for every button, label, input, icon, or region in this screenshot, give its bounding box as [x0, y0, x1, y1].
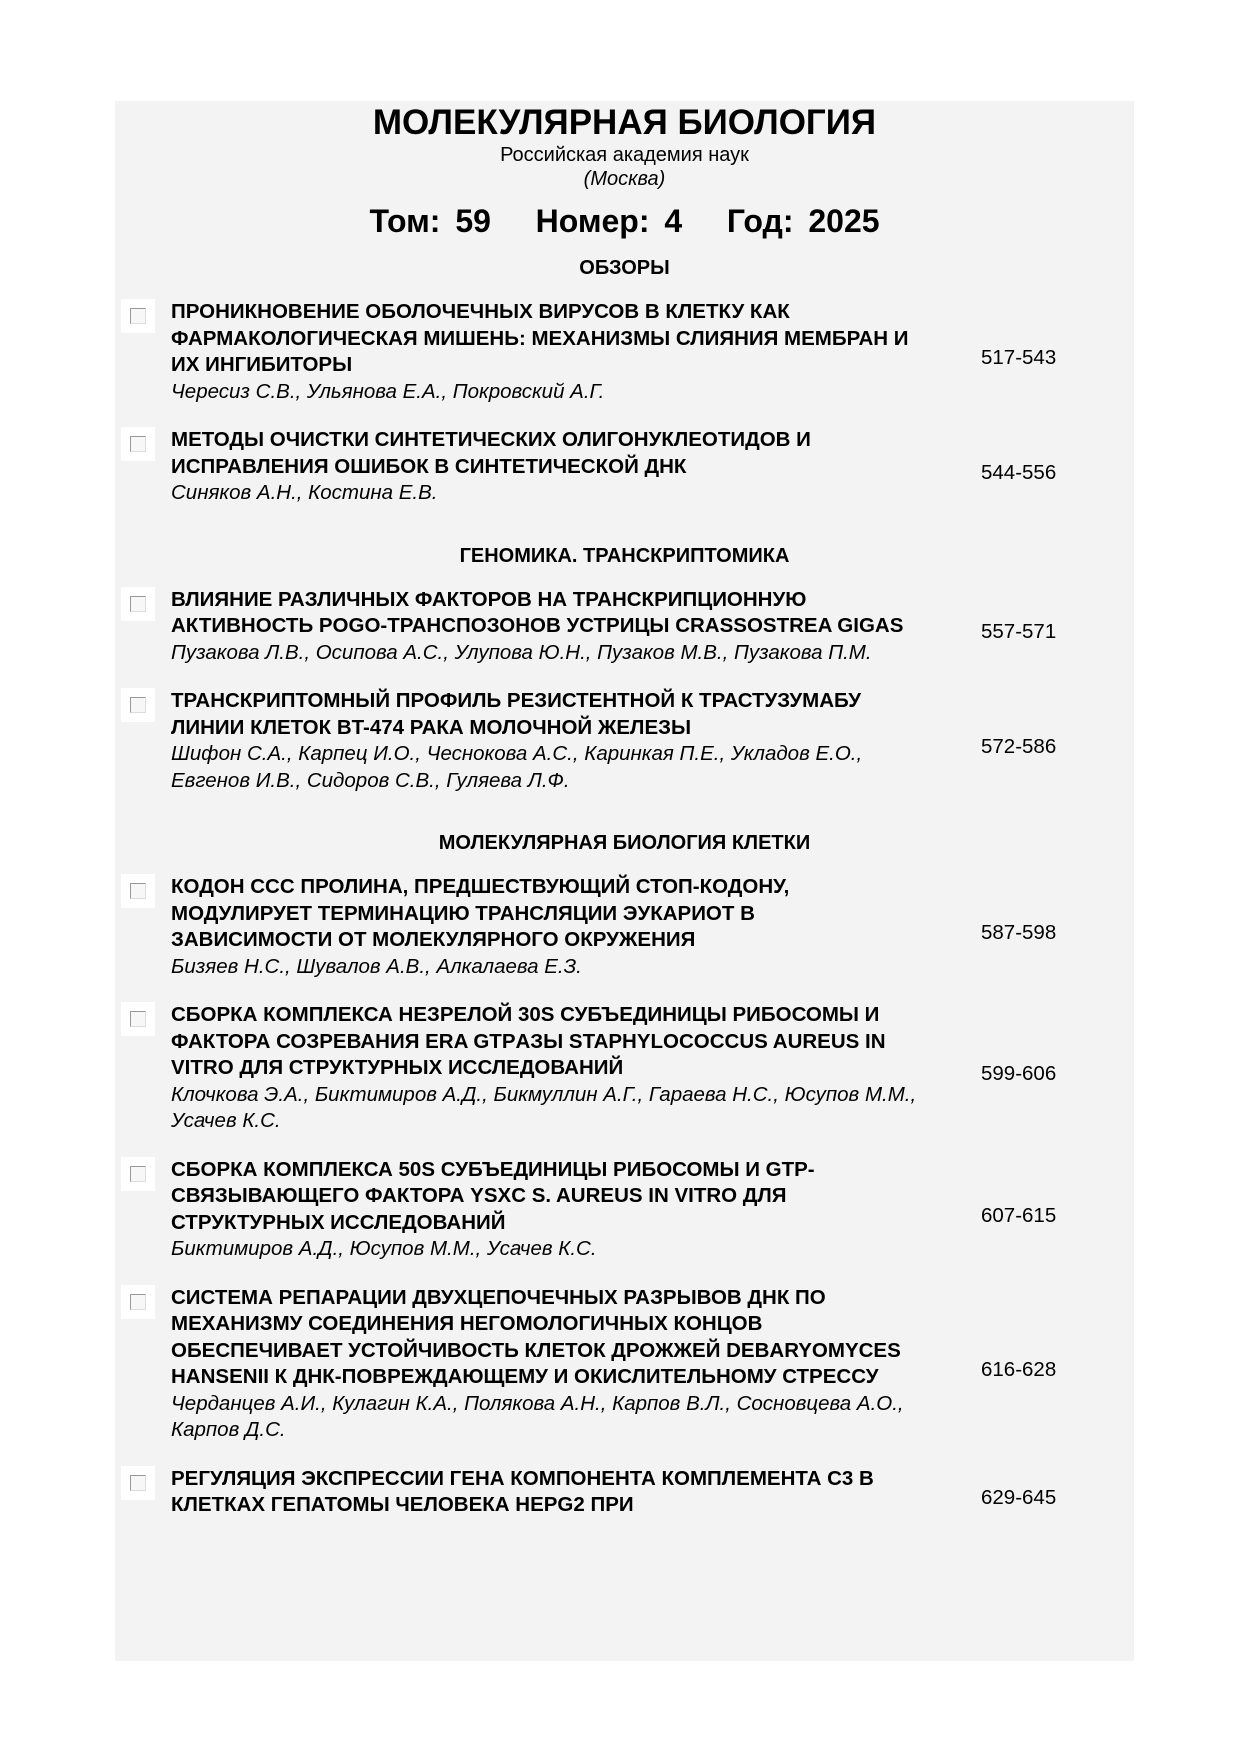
article-entry [115, 1466, 1134, 1541]
checkbox-icon [130, 1294, 146, 1310]
article-authors: Клочкова Э.А., Биктимиров А.Д., Бикмуллин А.Г., Гараева Н.С., Юсупов М.М., Усачев К.С. [171, 1082, 917, 1132]
issue-line: Том: 59 Номер: 4 Год: 2025 [369, 203, 880, 239]
checkbox-icon [130, 1011, 146, 1027]
article-entry [115, 1285, 1134, 1466]
section-heading: ОБЗОРЫ [579, 257, 670, 279]
article-pages: 629-645 [981, 1486, 1057, 1509]
article-pages: 557-571 [981, 620, 1057, 644]
article-title-link[interactable]: РЕГУЛЯЦИЯ ЭКСПРЕССИИ ГЕНА КОМПОНЕНТА КОМПЛЕМЕНТА C3 В КЛЕТКАХ ГЕПАТОМЫ ЧЕЛОВЕКА HEPG2 ПРИ [171, 1466, 874, 1516]
article-authors: Шифон С.А., Карпец И.О., Чеснокова А.С., Каринкая П.Е., Укладов Е.О., Евгенов И.В., Сидоров С.В., Гуляева Л.Ф. [171, 742, 863, 792]
article-pages: 599-606 [981, 1062, 1057, 1086]
article-pages: 544-556 [981, 460, 1057, 484]
article-title-link[interactable]: СБОРКА КОМПЛЕКСА НЕЗРЕЛОЙ 30S СУБЪЕДИНИЦЫ РИБОСОМЫ И ФАКТОРА СОЗРЕВАНИЯ ERA GTPАЗЫ STAPHYLOCOCCUS AUREUS IN VITRO ДЛЯ СТРУКТУРНЫХ ИССЛЕДОВАНИЙ [171, 1003, 886, 1079]
publisher: Российская академия наук [500, 144, 749, 166]
article-pages: 572-586 [981, 735, 1057, 758]
journal-header [115, 103, 1134, 241]
article-title-link[interactable]: СБОРКА КОМПЛЕКСА 50S СУБЪЕДИНИЦЫ РИБОСОМЫ И GTP-СВЯЗЫВАЮЩЕГО ФАКТОРА YSXC S. AUREUS IN VITRO ДЛЯ СТРУКТУРНЫХ ИССЛЕДОВАНИЙ [171, 1157, 815, 1234]
journal-title: МОЛЕКУЛЯРНАЯ БИОЛОГИЯ [372, 103, 877, 142]
article-entry [115, 587, 1134, 689]
article-checkbox[interactable] [115, 587, 161, 621]
checkbox-icon [130, 308, 146, 324]
article-pages: 607-615 [981, 1203, 1057, 1227]
article-entry [115, 1002, 1134, 1157]
article-authors: Биктимиров А.Д., Юсупов М.М., Усачев К.С. [171, 1237, 597, 1260]
article-pages: 517-543 [981, 346, 1057, 369]
article-checkbox[interactable] [115, 1285, 161, 1319]
article-authors: Синяков А.Н., Костина Е.В. [171, 481, 438, 504]
article-entry [115, 299, 1134, 427]
checkbox-icon [130, 596, 146, 612]
checkbox-icon [130, 697, 146, 713]
article-pages: 587-598 [981, 921, 1057, 944]
article-entry [115, 874, 1134, 1002]
article-pages: 616-628 [981, 1358, 1057, 1381]
article-title-link[interactable]: МЕТОДЫ ОЧИСТКИ СИНТЕТИЧЕСКИХ ОЛИГОНУКЛЕОТИДОВ И ИСПРАВЛЕНИЯ ОШИБОК В СИНТЕТИЧЕСКОЙ ДНК [171, 428, 811, 478]
checkbox-icon [130, 883, 146, 899]
article-checkbox[interactable] [115, 874, 161, 908]
article-title-link[interactable]: ПРОНИКНОВЕНИЕ ОБОЛОЧЕЧНЫХ ВИРУСОВ В КЛЕТКУ КАК ФАРМАКОЛОГИЧЕСКАЯ МИШЕНЬ: МЕХАНИЗМЫ СЛИЯНИЯ МЕМБРАН И ИХ ИНГИБИТОРЫ [171, 300, 909, 376]
article-checkbox[interactable] [115, 427, 161, 461]
article-checkbox[interactable] [115, 688, 161, 722]
article-title-link[interactable]: КОДОН CCC ПРОЛИНА, ПРЕДШЕСТВУЮЩИЙ СТОП-КОДОНУ, МОДУЛИРУЕТ ТЕРМИНАЦИЮ ТРАНСЛЯЦИИ ЭУКАРИОТ В ЗАВИСИМОСТИ ОТ МОЛЕКУЛЯРНОГО ОКРУЖЕНИЯ [171, 875, 790, 951]
article-checkbox[interactable] [115, 1002, 161, 1036]
article-checkbox[interactable] [115, 1466, 161, 1500]
article-authors: Пузакова Л.В., Осипова А.С., Улупова Ю.Н., Пузаков М.В., Пузакова П.М. [171, 640, 872, 664]
city: (Москва) [583, 168, 666, 190]
article-checkbox[interactable] [115, 299, 161, 333]
checkbox-icon [130, 1166, 146, 1182]
issue-contents-panel [115, 101, 1134, 1661]
article-checkbox[interactable] [115, 1157, 161, 1191]
checkbox-icon [130, 436, 146, 452]
article-title-link[interactable]: ВЛИЯНИЕ РАЗЛИЧНЫХ ФАКТОРОВ НА ТРАНСКРИПЦИОННУЮ АКТИВНОСТЬ POGO-ТРАНСПОЗОНОВ УСТРИЦЫ CRASSOSTREA GIGAS [171, 587, 904, 637]
section-heading: МОЛЕКУЛЯРНАЯ БИОЛОГИЯ КЛЕТКИ [438, 832, 811, 854]
checkbox-icon [130, 1475, 146, 1491]
article-title-link[interactable]: ТРАНСКРИПТОМНЫЙ ПРОФИЛЬ РЕЗИСТЕНТНОЙ К ТРАСТУЗУМАБУ ЛИНИИ КЛЕТОК BT-474 РАКА МОЛОЧНОЙ ЖЕЛЕЗЫ [171, 689, 861, 739]
article-entry [115, 427, 1134, 529]
table-of-contents [115, 241, 1134, 1541]
article-entry [115, 1157, 1134, 1285]
article-authors: Черданцев А.И., Кулагин К.А., Полякова А.Н., Карпов В.Л., Сосновцева А.О., Карпов Д.С. [171, 1391, 904, 1441]
article-authors: Бизяев Н.С., Шувалов А.В., Алкалаева Е.З. [171, 954, 582, 978]
section-heading: ГЕНОМИКА. ТРАНСКРИПТОМИКА [459, 544, 790, 567]
article-entry [115, 688, 1134, 816]
article-title-link[interactable]: СИСТЕМА РЕПАРАЦИИ ДВУХЦЕПОЧЕЧНЫХ РАЗРЫВОВ ДНК ПО МЕХАНИЗМУ СОЕДИНЕНИЯ НЕГОМОЛОГИЧНЫХ КОНЦОВ ОБЕСПЕЧИВАЕТ УСТОЙЧИВОСТЬ КЛЕТОК ДРОЖЖЕЙ DEBARYOMYCES HANSENII К ДНК-ПОВРЕЖДАЮЩЕМУ И ОКИСЛИТЕЛЬНОМУ СТРЕССУ [171, 1285, 901, 1388]
article-authors: Чересиз С.В., Ульянова Е.А., Покровский А.Г. [171, 379, 605, 403]
